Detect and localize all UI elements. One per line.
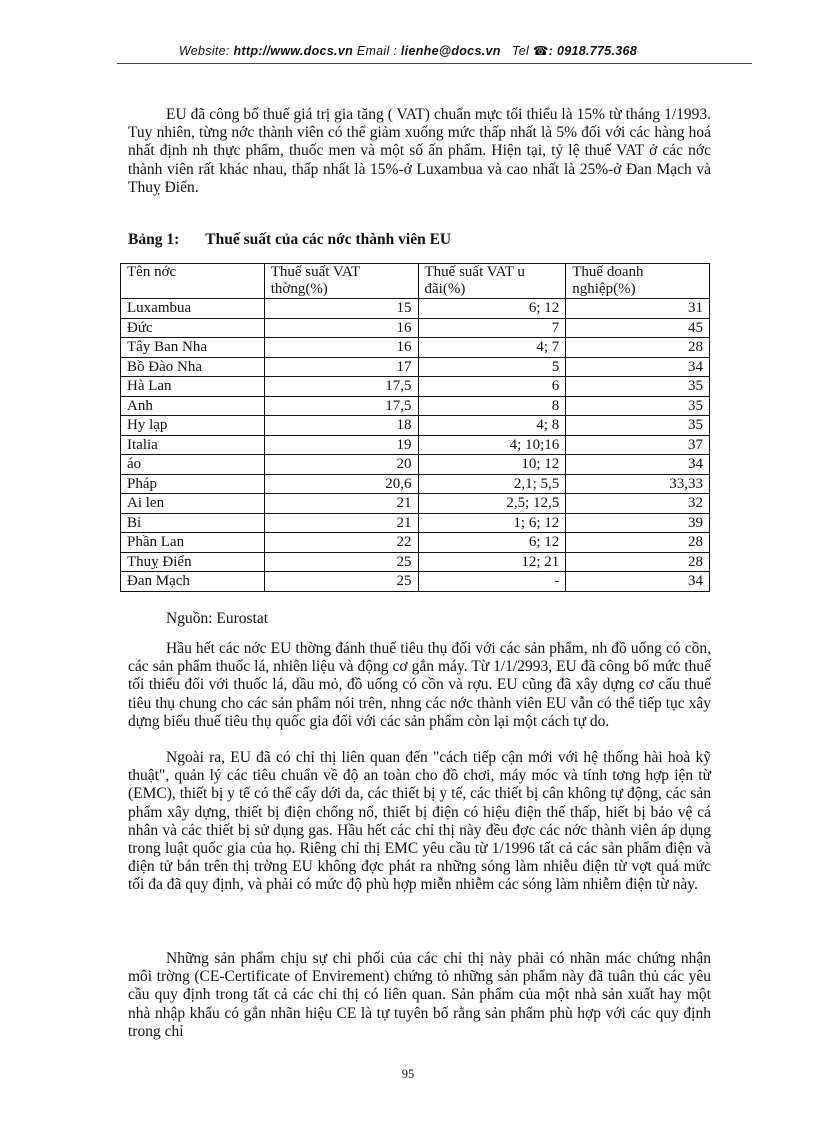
cell-vat-reduced: 5 (418, 357, 566, 377)
cell-country: Hy lạp (121, 416, 265, 436)
cell-corporate-tax: 35 (566, 396, 710, 416)
tel-number: : 0918.775.368 (548, 44, 638, 58)
cell-vat-standard: 21 (264, 494, 418, 514)
cell-corporate-tax: 37 (566, 435, 710, 455)
cell-vat-reduced: 2,5; 12,5 (418, 494, 566, 514)
table-body (121, 299, 710, 592)
table-header-row (121, 264, 710, 299)
cell-vat-reduced: 6; 12 (418, 299, 566, 319)
cell-corporate-tax: 34 (566, 455, 710, 475)
cell-vat-reduced: 2,1; 5,5 (418, 474, 566, 494)
header-vat-reduced: Thuế suất VAT u đãi(%) (418, 264, 566, 299)
cell-country: Pháp (121, 474, 265, 494)
cell-vat-standard: 18 (264, 416, 418, 436)
paragraph-technical-harmonization: Ngoài ra, EU đã có chỉ thị liên quan đến "cách tiếp cận mới với hệ thống hài hoà kỹ thuật", quản lý các tiêu chuẩn về độ an toàn cho đồ chơi, máy móc và tính tơng hợp iện từ (EMC), thiết bị y tế có thể cấy dới da, các thiết bị y tế, các thiết bị cân không tự động, các sản phẩm xây dựng, thiết bị điện chống nổ, thiết bị điện có hiệu điện thế thấp, hiết bị bảo vệ cá nhân và các thiết bị sử dụng gas. Hầu hết các chỉ thị này đều đợc các nớc thành viên áp dụng trong luật quốc gia của họ. Riêng chỉ thị EMC yêu cầu từ 1/1996 tất cả các sản phẩm điện và điện tử bán trên thị trờng EU không đợc phát ra những sóng làm nhiễu điện từ vợt quá mức tối đa đã quy định, và phải có mức độ phù hợp miễn nhiễm các sóng làm nhiễm điện từ này. (128, 749, 711, 894)
cell-vat-standard: 17,5 (264, 396, 418, 416)
table-row (121, 396, 710, 416)
cell-corporate-tax: 31 (566, 299, 710, 319)
header-vat-standard: Thuế suất VAT thờng(%) (264, 264, 418, 299)
cell-vat-standard: 20 (264, 455, 418, 475)
cell-vat-reduced: 7 (418, 318, 566, 338)
cell-corporate-tax: 34 (566, 572, 710, 592)
email-label: Email : (356, 44, 398, 58)
table-row (121, 338, 710, 358)
cell-vat-standard: 20,6 (264, 474, 418, 494)
cell-corporate-tax: 28 (566, 338, 710, 358)
tel-label: Tel (511, 44, 530, 58)
table-row (121, 572, 710, 592)
vat-rates-table (120, 263, 710, 592)
website-url[interactable]: http://www.docs.vn (233, 44, 354, 58)
table-caption (128, 231, 451, 249)
cell-country: Ai len (121, 494, 265, 514)
table-caption-title: Thuế suất của các nớc thành viên EU (205, 231, 452, 248)
cell-vat-reduced: 8 (418, 396, 566, 416)
cell-country: Đan Mạch (121, 572, 265, 592)
cell-vat-standard: 16 (264, 318, 418, 338)
cell-vat-standard: 16 (264, 338, 418, 358)
website-label: Website: (178, 44, 230, 58)
cell-country: Phần Lan (121, 533, 265, 553)
cell-vat-standard: 15 (264, 299, 418, 319)
phone-icon: ☎ (532, 44, 549, 58)
table-row (121, 299, 710, 319)
table-row (121, 474, 710, 494)
paragraph-excise-tax: Hầu hết các nớc EU thờng đánh thuế tiêu thụ đối với các sản phẩm, nh đồ uống có cồn, các sản phẩm thuốc lá, nhiên liệu và động cơ gắn máy. Từ 1/1/2993, EU đã công bố mức thuế tối thiểu đối với thuốc lá, dầu mỏ, đồ uống có cồn và rợu. EU cũng đã xây dựng cơ cấu thuế tiêu thụ chung cho các sản phẩm nói trên, nhng các nớc thành viên EU vẫn có thể tiếp tục xây dựng biểu thuế tiêu thụ quốc gia đối với các sản phẩm còn lại một cách tự do. (128, 640, 711, 730)
cell-vat-standard: 25 (264, 572, 418, 592)
table-row (121, 377, 710, 397)
table-row (121, 552, 710, 572)
paragraph-ce-marking: Những sản phẩm chịu sự chi phối của các chỉ thị này phải có nhãn mác chứng nhận môi trờng (CE-Certificate of Envirement) chứng tỏ những sản phẩm này đã tuân thủ các yêu cầu quy định trong tất cả các chỉ thị có liên quan. Sản phẩm của một nhà sản xuất hay một nhà nhập khẩu có gắn nhãn hiệu CE là tự tuyên bố rằng sản phẩm phù hợp với các quy định trong chỉ (128, 950, 711, 1040)
cell-corporate-tax: 35 (566, 377, 710, 397)
cell-vat-standard: 17 (264, 357, 418, 377)
cell-corporate-tax: 32 (566, 494, 710, 514)
cell-country: Bồ Đào Nha (121, 357, 265, 377)
cell-vat-reduced: 4; 8 (418, 416, 566, 436)
cell-country: Bỉ (121, 513, 265, 533)
table-row (121, 455, 710, 475)
page-number: 95 (401, 1067, 415, 1081)
cell-corporate-tax: 28 (566, 552, 710, 572)
header-corporate-tax: Thuế doanh nghiệp(%) (566, 264, 710, 299)
intro-paragraph: EU đã công bố thuế giá trị gia tăng ( VAT) chuẩn mực tối thiểu là 15% từ tháng 1/1993. Tuy nhiên, từng nớc thành viên có thể giảm xuống mức thấp nhất là 5% đối với các hàng hoá nhất định nh thực phẩm, thuốc men và một số ấn phẩm. Hiện tại, tỷ lệ thuế VAT ở các nớc thành viên rất khác nhau, thấp nhất là 15%-ở Luxambua và cao nhất là 25%-ở Đan Mạch và Thuỵ Điển. (128, 106, 711, 196)
cell-country: Italia (121, 435, 265, 455)
cell-vat-standard: 22 (264, 533, 418, 553)
cell-country: Luxambua (121, 299, 265, 319)
cell-vat-standard: 21 (264, 513, 418, 533)
table-row (121, 357, 710, 377)
email-address[interactable]: lienhe@docs.vn (400, 44, 501, 58)
cell-vat-reduced: 4; 7 (418, 338, 566, 358)
cell-country: áo (121, 455, 265, 475)
table-row (121, 416, 710, 436)
header-divider (117, 63, 752, 64)
cell-country: Tây Ban Nha (121, 338, 265, 358)
cell-vat-reduced: 4; 10;16 (418, 435, 566, 455)
cell-vat-reduced: 1; 6; 12 (418, 513, 566, 533)
table-row (121, 435, 710, 455)
cell-country: Thuỵ Điển (121, 552, 265, 572)
cell-corporate-tax: 39 (566, 513, 710, 533)
page-header (0, 43, 816, 58)
table-caption-label: Bảng 1: (128, 231, 180, 248)
cell-vat-reduced: 12; 21 (418, 552, 566, 572)
cell-country: Hà Lan (121, 377, 265, 397)
cell-country: Anh (121, 396, 265, 416)
cell-vat-reduced: 6 (418, 377, 566, 397)
cell-corporate-tax: 34 (566, 357, 710, 377)
table-row (121, 494, 710, 514)
cell-vat-reduced: 10; 12 (418, 455, 566, 475)
cell-corporate-tax: 28 (566, 533, 710, 553)
table-row (121, 533, 710, 553)
cell-vat-standard: 19 (264, 435, 418, 455)
cell-vat-standard: 25 (264, 552, 418, 572)
cell-vat-standard: 17,5 (264, 377, 418, 397)
cell-vat-reduced: - (418, 572, 566, 592)
cell-country: Đức (121, 318, 265, 338)
cell-corporate-tax: 33,33 (566, 474, 710, 494)
table-row (121, 318, 710, 338)
table-row (121, 513, 710, 533)
header-country: Tên nớc (121, 264, 265, 299)
table-source: Nguồn: Eurostat (166, 610, 269, 627)
cell-corporate-tax: 35 (566, 416, 710, 436)
cell-corporate-tax: 45 (566, 318, 710, 338)
cell-vat-reduced: 6; 12 (418, 533, 566, 553)
